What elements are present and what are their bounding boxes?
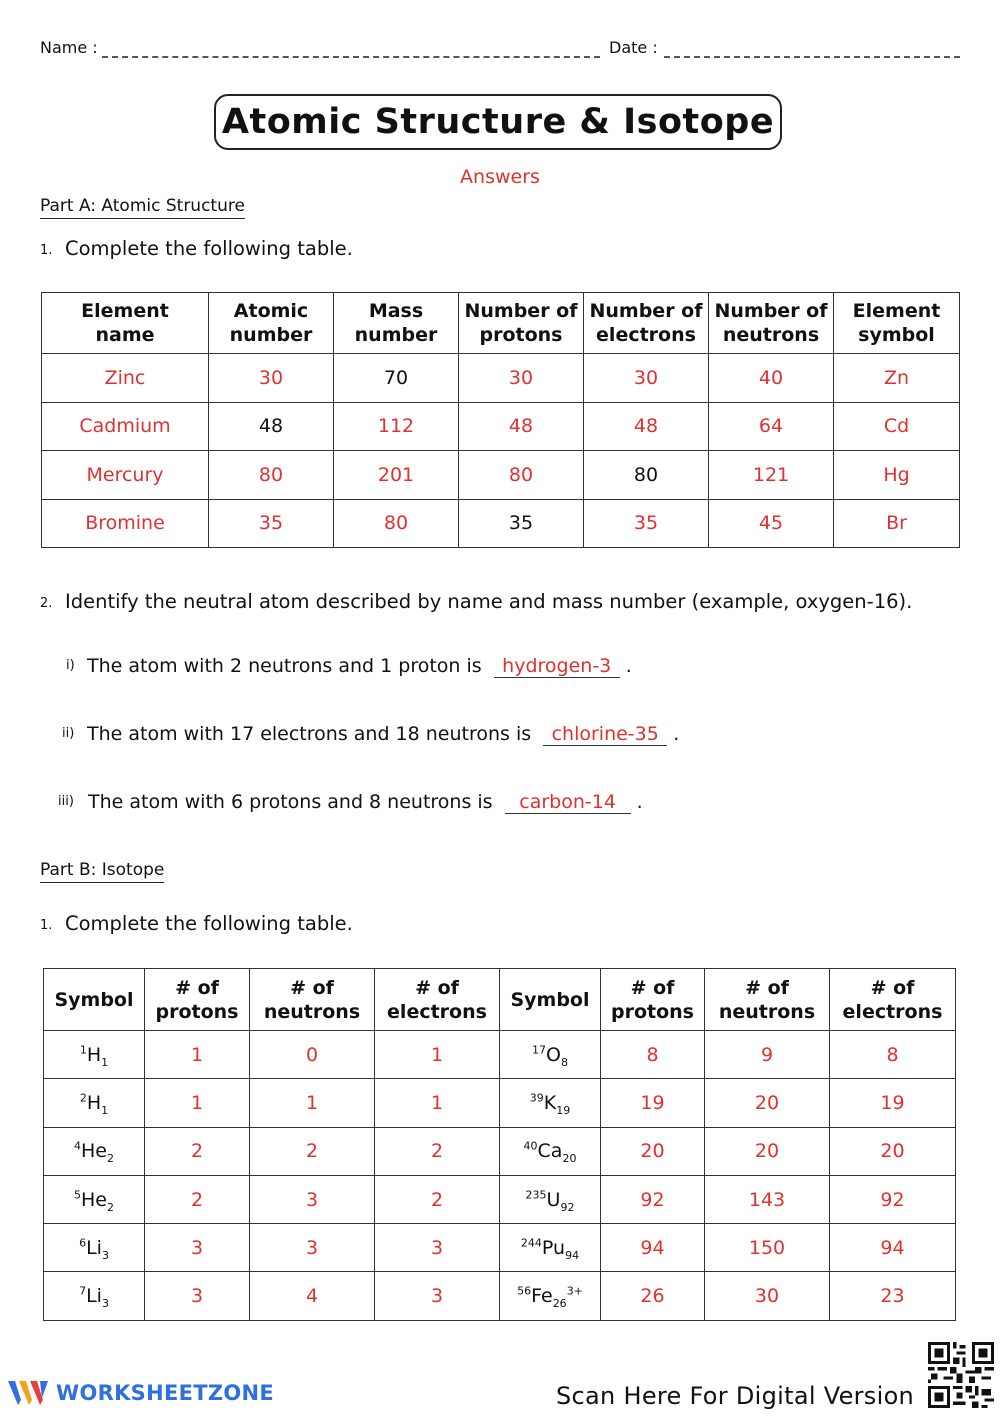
atomic-number: 20 xyxy=(562,1152,577,1166)
q2-item-3-number: iii) xyxy=(58,794,74,809)
table-cell: 35 xyxy=(584,499,709,548)
table-cell: 48 xyxy=(584,402,709,451)
table-cell: 8 xyxy=(601,1031,705,1079)
atomic-structure-table xyxy=(41,292,960,548)
mass-number: 40 xyxy=(523,1139,538,1153)
part-b-q1-number: 1. xyxy=(40,918,53,933)
table-cell: 0 xyxy=(250,1031,375,1079)
table-cell: Mercury xyxy=(42,451,209,500)
header-line: Symbol xyxy=(54,988,134,1011)
q2-item-2 xyxy=(87,723,679,746)
table-a-header-0 xyxy=(42,293,209,354)
table-a-header-1 xyxy=(209,293,334,354)
table-cell: 3 xyxy=(145,1272,250,1320)
table-cell: 112 xyxy=(334,402,459,451)
name-field-line[interactable] xyxy=(102,56,600,58)
table-cell: 2 xyxy=(375,1127,500,1175)
table-b-header-2 xyxy=(250,969,375,1031)
table-a-header-3 xyxy=(459,293,584,354)
mass-number: 56 xyxy=(517,1284,532,1298)
table-a-header-6 xyxy=(834,293,960,354)
part-a-q1-number: 1. xyxy=(40,243,53,258)
q2-item-1-number: i) xyxy=(66,658,75,673)
table-cell: 2 xyxy=(145,1127,250,1175)
isotope-symbol-cell xyxy=(500,1224,601,1272)
table-cell: 4 xyxy=(250,1272,375,1320)
name-label: Name : xyxy=(40,38,98,57)
q2-item-1-text: The atom with 2 neutrons and 1 proton is xyxy=(87,655,482,677)
table-cell: 1 xyxy=(375,1079,500,1127)
table-row xyxy=(44,1031,956,1079)
table-cell: 2 xyxy=(145,1175,250,1223)
date-field-line[interactable] xyxy=(664,56,960,58)
table-cell: 30 xyxy=(705,1272,830,1320)
header-line: Element xyxy=(81,300,169,322)
table-cell: Zinc xyxy=(42,354,209,403)
table-cell: 1 xyxy=(375,1031,500,1079)
ion-charge: 3+ xyxy=(566,1284,583,1298)
isotope-symbol xyxy=(525,1188,575,1214)
q2-item-1-period: . xyxy=(625,655,632,677)
table-a-header-4 xyxy=(584,293,709,354)
table-row xyxy=(42,499,960,548)
element-symbol: Fe xyxy=(531,1285,553,1308)
q2-item-2-text: The atom with 17 electrons and 18 neutrons is xyxy=(87,723,532,745)
isotope-symbol-cell xyxy=(44,1031,145,1079)
table-cell: 20 xyxy=(601,1127,705,1175)
table-a-header-2 xyxy=(334,293,459,354)
qr-code-icon[interactable] xyxy=(928,1342,994,1408)
header-line: # of xyxy=(630,976,675,999)
table-cell: 1 xyxy=(145,1031,250,1079)
table-row xyxy=(44,1272,956,1320)
mass-number: 6 xyxy=(79,1236,87,1250)
header-line: number xyxy=(354,324,438,346)
header-line: Number of xyxy=(714,300,828,322)
element-symbol: K xyxy=(543,1091,557,1114)
table-b-header-5 xyxy=(601,969,705,1031)
header-line: # of xyxy=(415,976,459,999)
element-symbol: He xyxy=(81,1140,107,1163)
table-cell: 1 xyxy=(145,1079,250,1127)
table-cell: 80 xyxy=(459,451,584,500)
isotope-symbol-cell xyxy=(44,1079,145,1127)
element-symbol: Li xyxy=(86,1236,102,1259)
worksheetzone-logo[interactable] xyxy=(6,1378,274,1408)
atomic-number: 2 xyxy=(106,1152,114,1166)
table-cell: 20 xyxy=(705,1079,830,1127)
isotope-symbol-cell xyxy=(500,1127,601,1175)
table-cell: 3 xyxy=(145,1224,250,1272)
header-line: Mass xyxy=(368,300,424,322)
table-cell: 143 xyxy=(705,1175,830,1223)
date-label: Date : xyxy=(609,38,658,57)
element-symbol: Li xyxy=(86,1285,102,1308)
answers-subtitle: Answers xyxy=(460,166,540,188)
isotope-symbol-cell xyxy=(44,1127,145,1175)
table-cell: 19 xyxy=(601,1079,705,1127)
table-cell: Zn xyxy=(834,354,960,403)
element-symbol: Pu xyxy=(541,1236,566,1259)
header-line: symbol xyxy=(858,324,935,346)
table-cell: 30 xyxy=(584,354,709,403)
table-cell: 30 xyxy=(209,354,334,403)
table-cell: 3 xyxy=(250,1175,375,1223)
page-title: Atomic Structure & Isotope xyxy=(214,94,782,150)
atomic-number: 1 xyxy=(101,1055,109,1069)
table-b-header-4 xyxy=(500,969,601,1031)
table-cell: 3 xyxy=(375,1224,500,1272)
table-cell: 3 xyxy=(250,1224,375,1272)
table-b-header-6 xyxy=(705,969,830,1031)
table-cell: 92 xyxy=(601,1175,705,1223)
table-cell: 70 xyxy=(334,354,459,403)
header-line: Number of xyxy=(589,300,703,322)
table-cell: 45 xyxy=(709,499,834,548)
isotope-symbol-cell xyxy=(44,1175,145,1223)
table-b-header-3 xyxy=(375,969,500,1031)
mass-number: 244 xyxy=(520,1236,542,1250)
isotope-symbol xyxy=(520,1236,580,1262)
q2-item-1-answer[interactable]: hydrogen-3 xyxy=(494,655,620,678)
atomic-number: 26 xyxy=(552,1296,567,1310)
isotope-symbol-cell xyxy=(500,1175,601,1223)
atomic-number: 2 xyxy=(106,1200,114,1214)
isotope-symbol xyxy=(79,1284,109,1310)
q2-item-3-answer[interactable]: carbon-14 xyxy=(505,791,631,814)
atomic-number: 1 xyxy=(101,1103,109,1117)
header-line: Element xyxy=(852,300,941,322)
logo-w-icon xyxy=(6,1378,50,1408)
table-b-header-7 xyxy=(830,969,956,1031)
table-cell: 23 xyxy=(830,1272,956,1320)
table-cell: 2 xyxy=(375,1175,500,1223)
table-cell: 19 xyxy=(830,1079,956,1127)
isotope-symbol xyxy=(523,1139,577,1166)
isotope-symbol-cell xyxy=(500,1079,601,1127)
isotope-symbol-cell xyxy=(44,1224,145,1272)
isotope-symbol xyxy=(74,1188,114,1214)
table-cell: 80 xyxy=(209,451,334,500)
table-cell: 30 xyxy=(459,354,584,403)
scan-here-text: Scan Here For Digital Version xyxy=(556,1382,915,1410)
table-row xyxy=(42,402,960,451)
table-cell: Cadmium xyxy=(42,402,209,451)
header-line: Symbol xyxy=(510,988,590,1011)
q2-item-3-period: . xyxy=(636,791,643,813)
part-b-title: Part B: Isotope xyxy=(40,860,164,883)
part-b-q1-text: Complete the following table. xyxy=(65,912,353,935)
q2-item-2-period: . xyxy=(673,723,680,745)
header-line: name xyxy=(95,324,155,346)
table-cell: 48 xyxy=(209,402,334,451)
element-symbol: H xyxy=(86,1091,102,1114)
isotope-symbol xyxy=(79,1236,109,1262)
atomic-number: 94 xyxy=(565,1248,580,1262)
header-line: Number of xyxy=(464,300,578,322)
header-line: electrons xyxy=(387,1000,487,1023)
table-cell: 92 xyxy=(830,1175,956,1223)
part-a-title: Part A: Atomic Structure xyxy=(40,196,245,219)
header-line: protons xyxy=(611,1000,694,1023)
table-cell: 121 xyxy=(709,451,834,500)
table-cell: 150 xyxy=(705,1224,830,1272)
q2-item-3-text: The atom with 6 protons and 8 neutrons is xyxy=(88,791,493,813)
table-b-header-1 xyxy=(145,969,250,1031)
table-cell: 26 xyxy=(601,1272,705,1320)
element-symbol: H xyxy=(86,1043,102,1066)
mass-number: 39 xyxy=(529,1091,544,1105)
mass-number: 1 xyxy=(79,1043,87,1057)
table-cell: 48 xyxy=(459,402,584,451)
table-cell: 35 xyxy=(209,499,334,548)
mass-number: 235 xyxy=(525,1188,547,1202)
table-cell: 20 xyxy=(830,1127,956,1175)
part-a-q2-number: 2. xyxy=(40,596,53,611)
header-line: Atomic xyxy=(233,300,309,322)
mass-number: 7 xyxy=(79,1284,87,1298)
table-cell: 80 xyxy=(334,499,459,548)
isotope-symbol xyxy=(532,1043,568,1069)
table-cell: 9 xyxy=(705,1031,830,1079)
mass-number: 17 xyxy=(532,1043,547,1057)
table-b-header-0 xyxy=(44,969,145,1031)
table-row xyxy=(44,1127,956,1175)
header-line: neutrons xyxy=(718,1000,816,1023)
element-symbol: O xyxy=(546,1043,561,1066)
table-row xyxy=(44,1224,956,1272)
isotope-table xyxy=(43,968,956,1321)
table-cell: 1 xyxy=(250,1079,375,1127)
table-cell: 8 xyxy=(830,1031,956,1079)
isotope-symbol-cell xyxy=(44,1272,145,1320)
table-cell: 201 xyxy=(334,451,459,500)
atomic-number: 19 xyxy=(556,1103,571,1117)
table-cell: 20 xyxy=(705,1127,830,1175)
isotope-symbol-cell xyxy=(500,1031,601,1079)
header-line: # of xyxy=(175,976,219,999)
logo-text: WORKSHEETZONE xyxy=(56,1381,275,1405)
table-cell: Cd xyxy=(834,402,960,451)
table-cell: 35 xyxy=(459,499,584,548)
table-cell: 94 xyxy=(830,1224,956,1272)
table-cell: 94 xyxy=(601,1224,705,1272)
table-cell: Bromine xyxy=(42,499,209,548)
header-line: # of xyxy=(745,976,789,999)
isotope-symbol xyxy=(529,1091,571,1117)
atomic-number: 92 xyxy=(560,1200,575,1214)
isotope-symbol xyxy=(74,1139,114,1166)
isotope-symbol xyxy=(79,1043,109,1069)
part-a-q2-text: Identify the neutral atom described by name and mass number (example, oxygen-16). xyxy=(65,590,913,613)
atomic-number: 3 xyxy=(101,1296,109,1310)
isotope-symbol xyxy=(79,1091,109,1117)
header-line: number xyxy=(229,324,313,346)
header-line: neutrons xyxy=(263,1000,361,1023)
table-cell: 40 xyxy=(709,354,834,403)
isotope-symbol-cell xyxy=(500,1272,601,1320)
mass-number: 2 xyxy=(79,1091,87,1105)
header-line: electrons xyxy=(842,1000,943,1023)
atomic-number: 3 xyxy=(101,1248,109,1262)
part-a-q1-text: Complete the following table. xyxy=(65,237,353,260)
q2-item-3 xyxy=(88,791,643,814)
header-line: protons xyxy=(155,1000,239,1023)
element-symbol: He xyxy=(81,1188,107,1211)
table-row xyxy=(44,1079,956,1127)
table-row xyxy=(44,1175,956,1223)
table-cell: Hg xyxy=(834,451,960,500)
table-cell: Br xyxy=(834,499,960,548)
atomic-number: 8 xyxy=(560,1055,568,1069)
header-line: # of xyxy=(870,976,915,999)
header-line: protons xyxy=(479,324,563,346)
element-symbol: Ca xyxy=(537,1140,563,1163)
table-a-header-5 xyxy=(709,293,834,354)
q2-item-2-answer[interactable]: chlorine-35 xyxy=(543,723,667,746)
header-line: neutrons xyxy=(722,324,820,346)
table-cell: 2 xyxy=(250,1127,375,1175)
header-line: electrons xyxy=(596,324,696,346)
q2-item-2-number: ii) xyxy=(62,726,75,741)
mass-number: 4 xyxy=(74,1139,81,1153)
element-symbol: U xyxy=(546,1188,561,1211)
mass-number: 5 xyxy=(74,1188,81,1202)
table-row xyxy=(42,354,960,403)
isotope-symbol xyxy=(517,1284,583,1310)
table-cell: 3 xyxy=(375,1272,500,1320)
table-cell: 80 xyxy=(584,451,709,500)
table-row xyxy=(42,451,960,500)
table-cell: 64 xyxy=(709,402,834,451)
header-line: # of xyxy=(290,976,334,999)
q2-item-1 xyxy=(87,655,632,678)
